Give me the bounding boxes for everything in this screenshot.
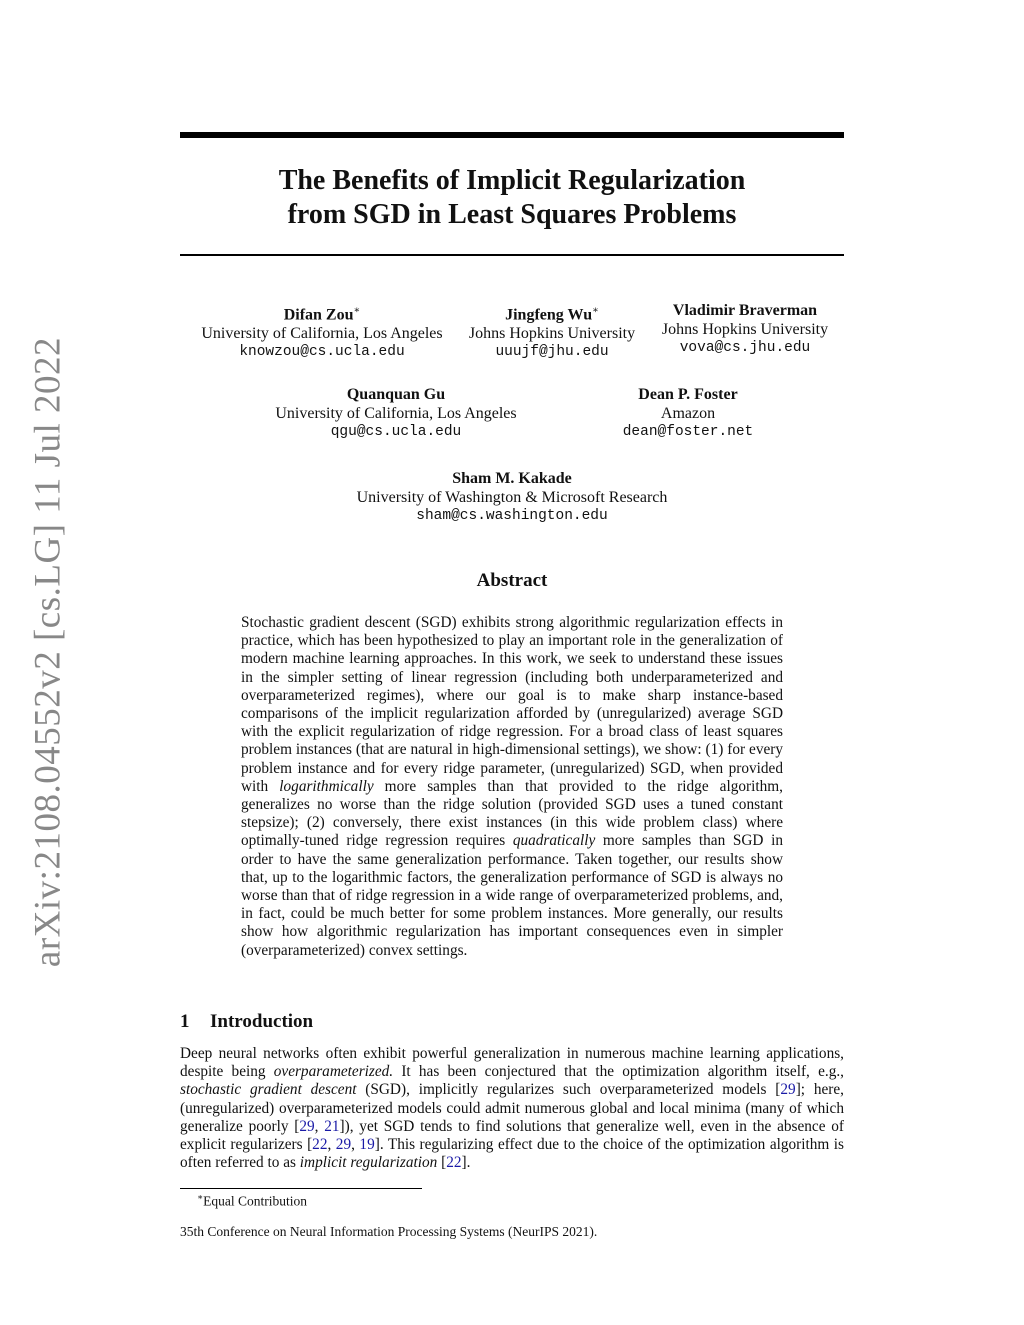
author-affiliation: Johns Hopkins University (468, 325, 636, 343)
author-block (462, 301, 642, 362)
citation-link[interactable]: 21 (324, 1117, 340, 1135)
equal-contribution-mark: ∗ (353, 305, 361, 316)
title-top-rule (180, 132, 844, 138)
author-email: sham@cs.washington.edu (416, 508, 608, 524)
author-block (256, 385, 536, 442)
footnote (197, 1192, 307, 1210)
author-block (180, 301, 464, 362)
equal-contribution-mark: ∗ (592, 305, 599, 316)
author-block (312, 469, 712, 526)
author-email: qgu@cs.ucla.edu (330, 424, 462, 440)
citation-link[interactable]: 29 (780, 1081, 796, 1099)
abstract-heading: Abstract (476, 570, 548, 591)
author-affiliation: Amazon (660, 405, 716, 422)
author-email: knowzou@cs.ucla.edu (239, 344, 405, 361)
citation-link[interactable]: 22 (446, 1154, 462, 1172)
author-name: Vladimir Braverman (672, 302, 818, 319)
arxiv-identifier: arXiv:2108.04552v2 [cs.LG] 11 Jul 2022 (27, 336, 69, 968)
title-bottom-rule (180, 254, 844, 256)
paper-title (180, 164, 844, 232)
citation-link[interactable]: 19 (359, 1136, 375, 1154)
author-affiliation: University of California, Los Angeles (275, 405, 517, 422)
author-block (650, 301, 840, 358)
author-email: vova@cs.jhu.edu (679, 340, 811, 356)
section-title: Introduction (210, 1011, 314, 1032)
author-name: Dean P. Foster (638, 386, 738, 403)
author-affiliation: Johns Hopkins University (661, 321, 829, 338)
citation-link[interactable]: 22 (312, 1136, 328, 1154)
section-number: 1 (180, 1011, 190, 1032)
author-name: Difan Zou (283, 306, 354, 324)
author-email: dean@foster.net (622, 424, 754, 440)
section-heading (180, 1011, 313, 1033)
author-email: uuujf@jhu.edu (495, 344, 609, 361)
author-affiliation: University of California, Los Angeles (201, 325, 443, 343)
title-line-2: from SGD in Least Squares Problems (287, 199, 737, 230)
author-name: Jingfeng Wu (505, 306, 593, 324)
footnote-mark: ∗ (197, 1192, 204, 1202)
footnote-text: Equal Contribution (203, 1193, 307, 1209)
author-block (598, 385, 778, 442)
author-name: Sham M. Kakade (452, 470, 572, 487)
author-affiliation: University of Washington & Microsoft Research (356, 489, 668, 506)
conference-note: 35th Conference on Neural Information Processing Systems (NeurIPS 2021). (180, 1224, 598, 1239)
abstract-text: Stochastic gradient descent (SGD) exhibits strong algorithmic regularization effects in practice, which has been hypothesized to play an important role in the generalization of modern machine learning approaches. In this work, we seek to understand these issues in the simpler setting of linear regression (including both underparameterized and overparameterized regimes), where our goal is to make sharp instance-based comparisons of the implicit regularization afforded by (unregularized) average SGD with the explicit regularization of ridge regression. For a broad class of least squares problem instances (that are natural in high-dimensional settings), we show: (1) for every problem instance and for every ridge parameter, (unregularized) SGD, when provided with logarithmically more samples than that provided to the ridge algorithm, generalizes no worse than the ridge solution (provided SGD uses a tuned constant stepsize); (2) conversely, there exist instances (in this wide problem class) where optimally-tuned ridge regression requires quadratically more samples than SGD in order to have the same generalization performance. Taken together, our results show that, up to the logarithmic factors, the generalization performance of SGD is always no worse than that of ridge regression in a wide range of overparameterized problems, and, in fact, could be much better for some problem instances. More generally, our results show how algorithmic regularization has important consequences even in simpler (overparameterized) convex settings. (241, 614, 783, 959)
citation-link[interactable]: 29 (335, 1136, 352, 1154)
citation-link[interactable]: 29 (299, 1117, 315, 1135)
footnote-rule (180, 1188, 422, 1189)
title-line-1: The Benefits of Implicit Regularization (278, 165, 746, 196)
author-name: Quanquan Gu (346, 386, 446, 403)
introduction-paragraph: Deep neural networks often exhibit powerful generalization in numerous machine learning applications, despite being overparameterized. It has been conjectured that the optimization algorithm itself, e.g., stochastic gradient descent (SGD), implicitly regularizes such overparameterized models [29]; here, (unregularized) overparameterized models could admit numerous global and local minima (many of which generalize poorly [29, 21]), yet SGD tends to find solutions that generalize well, even in the absence of explicit regularizers [22, 29, 19]. This regularizing effect due to the choice of the optimization algorithm is often referred to as implicit regularization [22]. (180, 1045, 844, 1172)
